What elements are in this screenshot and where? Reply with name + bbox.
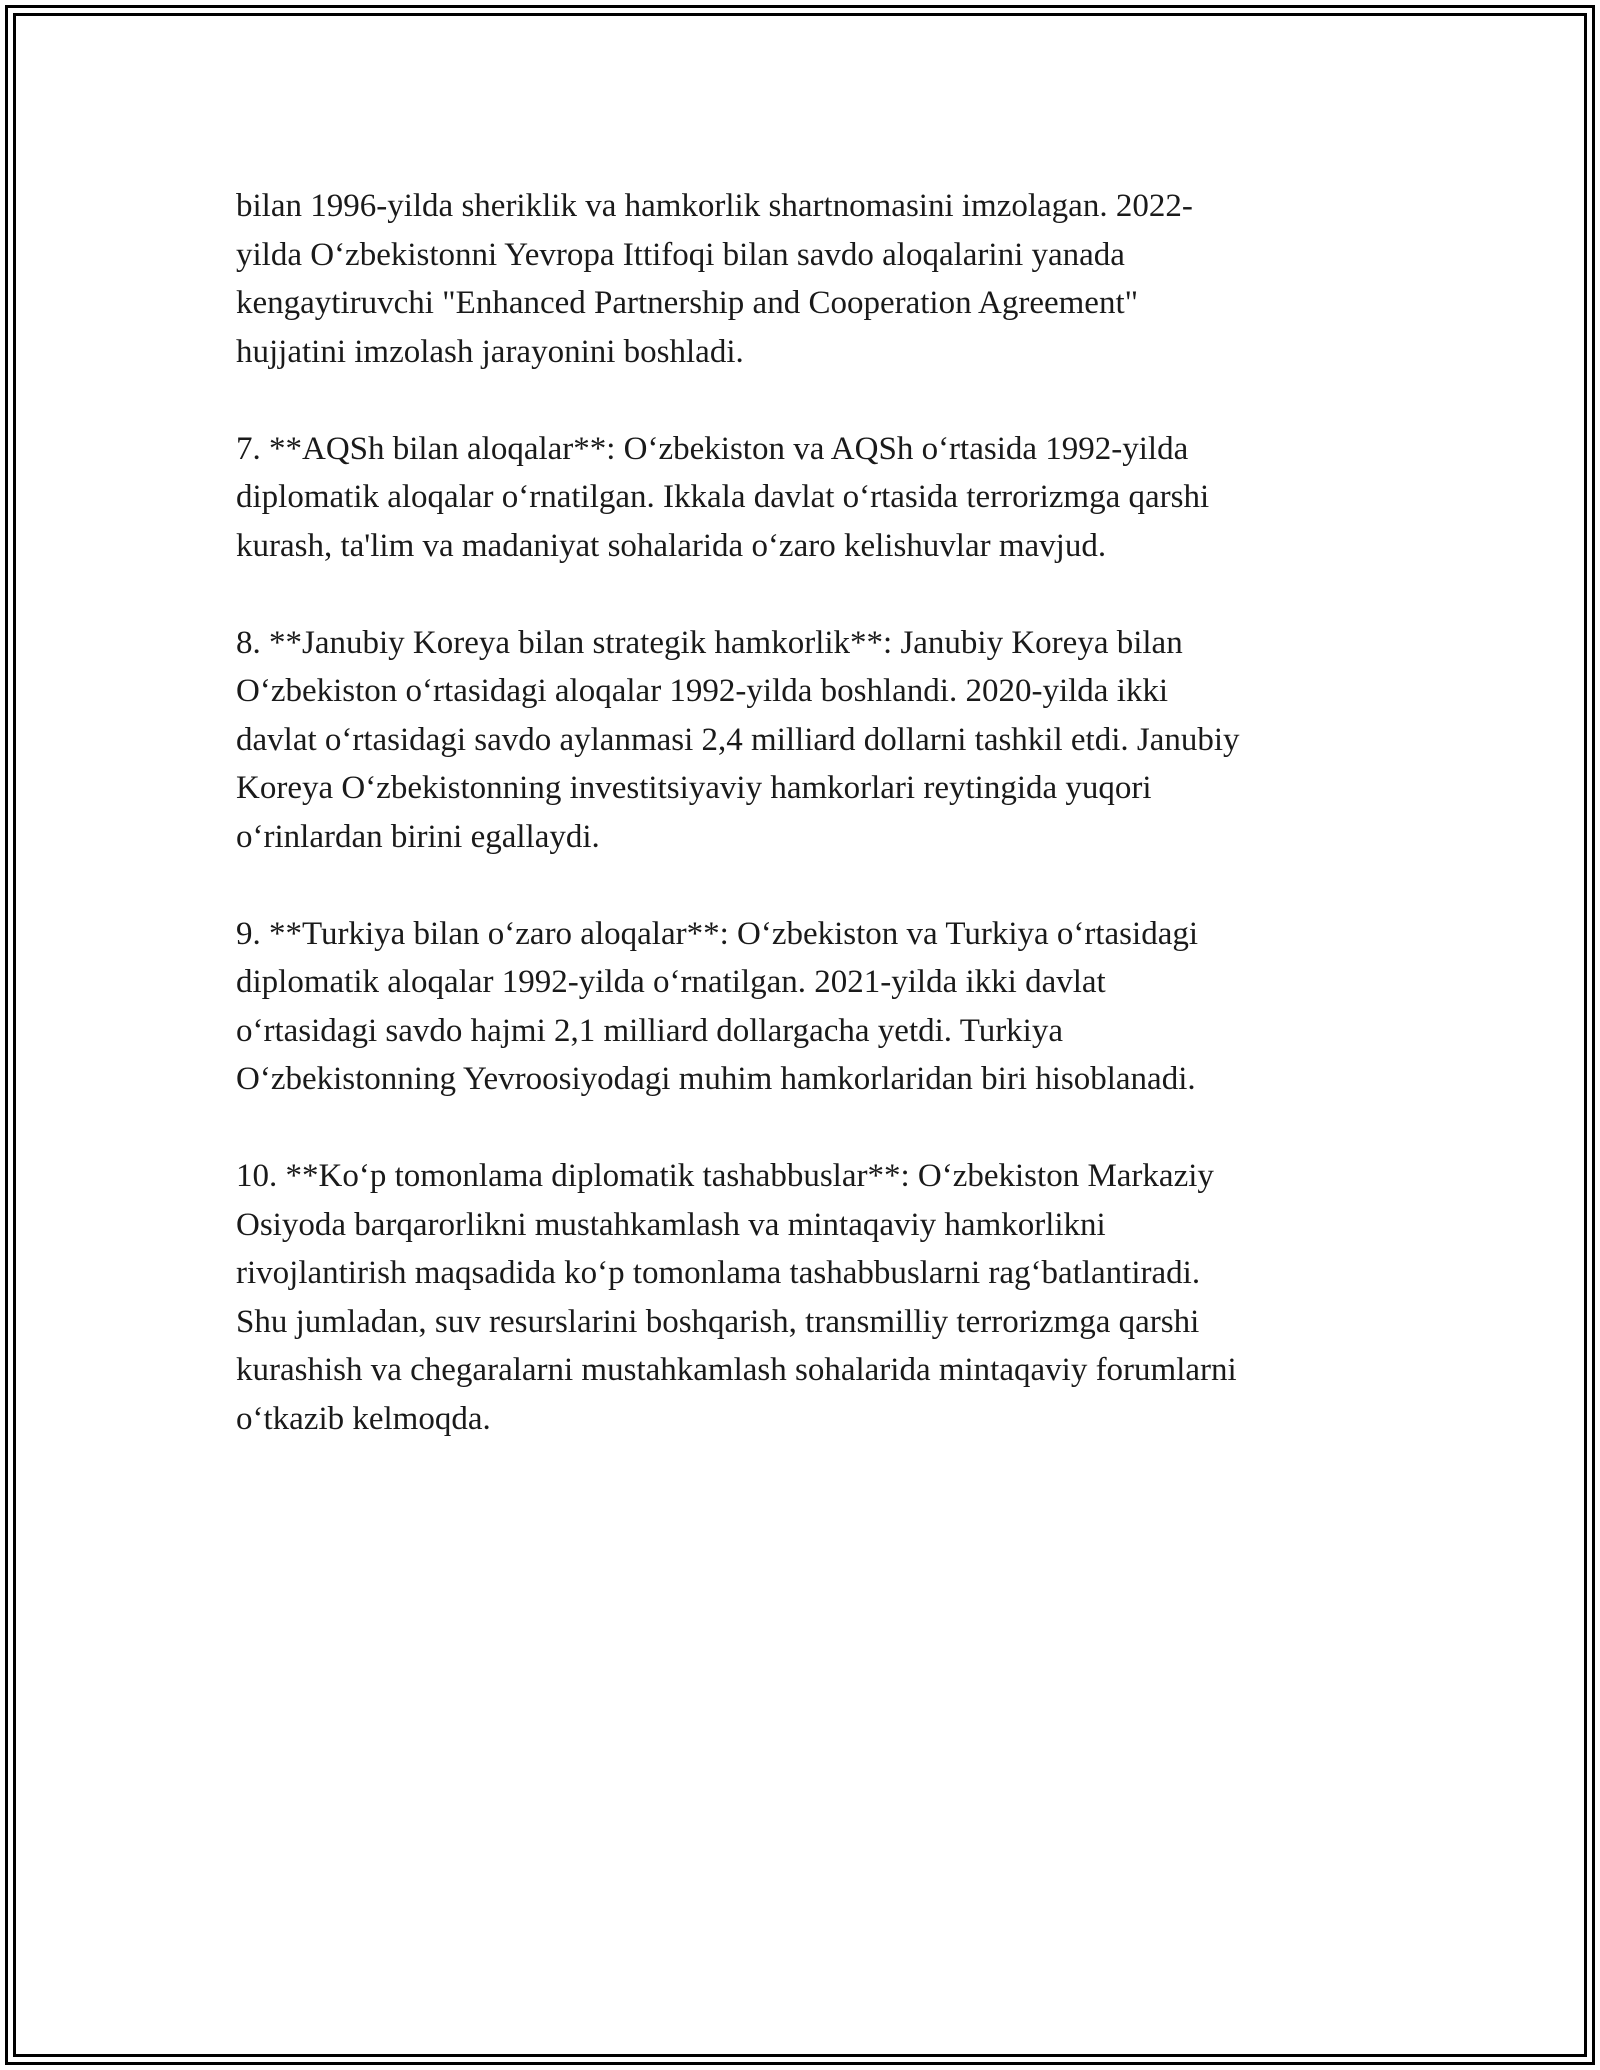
paragraph-usa-relations: 7. **AQSh bilan aloqalar**: O‘zbekiston va AQSh o‘rtasida 1992-yilda diplomatik aloqalar o‘rnatilgan. Ikkala davlat o‘rtasida terrorizmga qarshi kurash, ta'lim va madaniyat sohalarida o‘zaro kelishuvlar mavjud. [236, 430, 1210, 564]
paragraph-south-korea-partnership: 8. **Janubiy Koreya bilan strategik hamkorlik**: Janubiy Koreya bilan O‘zbekiston o‘rtasidagi aloqalar 1992-yilda boshlandi. 2020-yilda ikki davlat o‘rtasidagi savdo aylanmasi 2,4 milliard dollarni tashkil etdi. Janubiy Koreya O‘zbekistonning investitsiyaviy hamkorlari reytingida yuqori o‘rinlardan birini egallaydi. [236, 624, 1240, 855]
paragraph-multilateral-initiatives: 10. **Ko‘p tomonlama diplomatik tashabbuslar**: O‘zbekiston Markaziy Osiyoda barqarorlikni mustahkamlash va mintaqaviy hamkorlikni rivojlantirish maqsadida ko‘p tomonlama tashabbuslarni rag‘batlantiradi. Shu jumladan, suv resurslarini boshqarish, transmilliy terrorizmga qarshi kurashish va chegaralarni mustahkamlash sohalarida mintaqaviy forumlarni o‘tkazib kelmoqda. [236, 1158, 1237, 1437]
paragraph-turkey-relations: 9. **Turkiya bilan o‘zaro aloqalar**: O‘zbekiston va Turkiya o‘rtasidagi diplomatik aloqalar 1992-yilda o‘rnatilgan. 2021-yilda ikki davlat o‘rtasidagi savdo hajmi 2,1 milliard dollargacha yetdi. Turkiya O‘zbekistonning Yevroosiyodagi muhim hamkorlaridan biri hisoblanadi. [236, 915, 1199, 1097]
paragraph-eu-agreement: bilan 1996-yilda sheriklik va hamkorlik shartnomasini imzolagan. 2022- yilda O‘zbekistonni Yevropa Ittifoqi bilan savdo aloqalarini yanada kengaytiruvchi "Enhanced Partnership and Cooperation Agreement" hujjatini imzolash jarayonini boshladi. [236, 188, 1193, 370]
document-body [236, 182, 1366, 1492]
